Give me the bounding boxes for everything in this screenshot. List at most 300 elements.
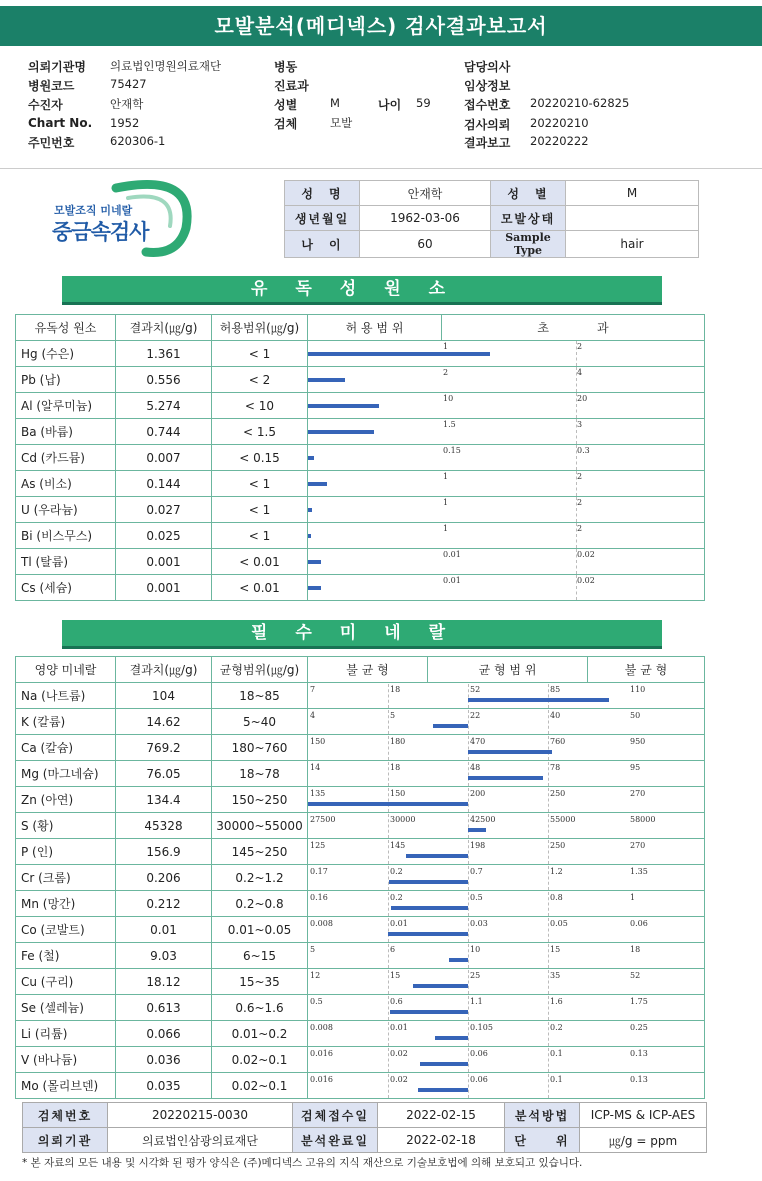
mineral-header-high: 불 균 형: [588, 657, 705, 683]
patient-hair-label: 모발상태: [491, 206, 566, 231]
mineral-gridline: [548, 710, 549, 734]
mineral-value-bar: [433, 724, 468, 728]
mineral-header-balanced: 균 형 범 위: [428, 657, 588, 683]
mineral-tick: 150: [310, 736, 326, 746]
mineral-gridline: [388, 762, 389, 786]
toxic-result: 0.025: [116, 523, 212, 549]
toxic-value-bar: [308, 430, 374, 434]
toxic-row: [16, 549, 705, 575]
toxic-bar-area: [308, 471, 704, 496]
mineral-range: 0.6~1.6: [212, 995, 308, 1021]
mineral-tick: 0.17: [310, 866, 328, 876]
mineral-bar-cell: [308, 813, 705, 839]
mineral-tick: 135: [310, 788, 326, 798]
mineral-tick: 0.02: [390, 1048, 408, 1058]
doctor-label: 담당의사: [464, 60, 511, 74]
mineral-tick: 40: [550, 710, 561, 720]
specimen-label: 검체: [274, 117, 298, 131]
mineral-tick: 78: [550, 762, 561, 772]
mineral-gridline: [388, 892, 389, 916]
mineral-tick: 110: [630, 684, 646, 694]
mineral-gridline: [548, 944, 549, 968]
mineral-row: [16, 839, 705, 865]
logo-small-text: 모발조직 미네랄: [54, 204, 133, 217]
mineral-result: 76.05: [116, 761, 212, 787]
mineral-gridline: [468, 1074, 469, 1098]
mineral-element-name: K (칼륨): [16, 709, 116, 735]
mineral-gridline: [548, 736, 549, 760]
mineral-header-result: 결과치(㎍/g): [116, 657, 212, 683]
toxic-result: 0.744: [116, 419, 212, 445]
toxic-element-name: Cd (카드뮴): [16, 445, 116, 471]
mineral-element-name: Co (코발트): [16, 917, 116, 943]
mineral-tick: 0.7: [470, 866, 483, 876]
toxic-row: [16, 367, 705, 393]
mineral-tick: 270: [630, 788, 646, 798]
mineral-tick: 250: [550, 840, 566, 850]
mineral-tick: 0.2: [550, 1022, 563, 1032]
mineral-tick: 0.016: [310, 1074, 333, 1084]
mineral-result: 45328: [116, 813, 212, 839]
toxic-bar-cell: [308, 393, 705, 419]
mineral-row: [16, 969, 705, 995]
mineral-bar-cell: [308, 891, 705, 917]
patient-age-value: 60: [360, 231, 491, 258]
mineral-gridline: [548, 788, 549, 812]
mineral-row: [16, 683, 705, 709]
mineral-element-name: V (바나듐): [16, 1047, 116, 1073]
mineral-range: 150~250: [212, 787, 308, 813]
toxic-element-name: Ba (바륨): [16, 419, 116, 445]
toxic-row: [16, 523, 705, 549]
mineral-row: [16, 1021, 705, 1047]
mineral-element-name: Fe (철): [16, 943, 116, 969]
mineral-tick: 198: [470, 840, 486, 850]
mineral-tick: 0.06: [470, 1074, 488, 1084]
toxic-tick-2: 2: [577, 498, 583, 507]
mineral-banner: 필수미네랄: [62, 620, 662, 649]
mineral-bar-area: [308, 736, 704, 760]
hospital-code-label: 병원코드: [28, 79, 75, 93]
toxic-bar-area: [308, 549, 704, 574]
mineral-bar-cell: [308, 865, 705, 891]
mineral-tick: 58000: [630, 814, 656, 824]
mineral-tick: 10: [470, 944, 481, 954]
mineral-result: 0.066: [116, 1021, 212, 1047]
inst-value: 의료법인삼광의료재단: [108, 1128, 293, 1153]
mineral-tick: 0.8: [550, 892, 563, 902]
toxic-row: [16, 575, 705, 601]
mineral-element-name: Cu (구리): [16, 969, 116, 995]
mineral-gridline: [548, 892, 549, 916]
sex-value: M: [330, 96, 340, 110]
toxic-value-bar: [308, 586, 321, 590]
mineral-tick: 0.16: [310, 892, 328, 902]
patient-name-label: 성 명: [285, 181, 360, 206]
mineral-bar-area: [308, 840, 704, 864]
mineral-range: 0.02~0.1: [212, 1047, 308, 1073]
mineral-result: 769.2: [116, 735, 212, 761]
inst-label: 의뢰기관: [23, 1128, 108, 1153]
mineral-element-name: Se (셀레늄): [16, 995, 116, 1021]
copyright-note: * 본 자료의 모든 내용 및 시각화 된 평가 양식은 (주)메디넥스 고유의 지식 재산으로 기술보호법에 의해 보호되고 있습니다.: [22, 1157, 583, 1169]
toxic-result: 0.144: [116, 471, 212, 497]
mineral-tick: 0.03: [470, 918, 488, 928]
mineral-row: [16, 917, 705, 943]
mineral-gridline: [468, 762, 469, 786]
mineral-gridline: [468, 1022, 469, 1046]
mineral-bar-area: [308, 1074, 704, 1098]
mineral-row: [16, 1073, 705, 1099]
mineral-gridline: [388, 1074, 389, 1098]
toxic-header-range: 허용범위(㎍/g): [212, 315, 308, 341]
mineral-element-name: Zn (아연): [16, 787, 116, 813]
mineral-value-bar: [468, 828, 486, 832]
toxic-header-result: 결과치(㎍/g): [116, 315, 212, 341]
mineral-gridline: [388, 1048, 389, 1072]
toxic-row: [16, 419, 705, 445]
mineral-gridline: [468, 840, 469, 864]
mineral-bar-cell: [308, 839, 705, 865]
mineral-tick: 0.01: [390, 1022, 408, 1032]
specimen-value: 모발: [330, 116, 353, 130]
clinical-label: 임상정보: [464, 79, 511, 93]
mineral-tick: 0.06: [630, 918, 648, 928]
toxic-header-element: 유독성 원소: [16, 315, 116, 341]
mineral-tick: 95: [630, 762, 641, 772]
mineral-result: 14.62: [116, 709, 212, 735]
toxic-range: < 0.01: [212, 575, 308, 601]
toxic-bar-area: [308, 575, 704, 600]
mineral-row: [16, 735, 705, 761]
toxic-tick-2: 0.02: [577, 550, 595, 559]
mineral-bar-area: [308, 1022, 704, 1046]
mineral-bar-area: [308, 996, 704, 1020]
mineral-value-bar: [406, 854, 468, 858]
mineral-tick: 0.1: [550, 1074, 563, 1084]
mineral-row: [16, 787, 705, 813]
mineral-range: 18~85: [212, 683, 308, 709]
mineral-tick: 1: [630, 892, 636, 902]
mineral-range: 145~250: [212, 839, 308, 865]
mineral-result: 104: [116, 683, 212, 709]
mineral-gridline: [468, 736, 469, 760]
patient-sex-label: 성 별: [491, 181, 566, 206]
mineral-bar-cell: [308, 1021, 705, 1047]
mineral-gridline: [388, 684, 389, 708]
mineral-bar-cell: [308, 995, 705, 1021]
mineral-tick: 5: [310, 944, 316, 954]
toxic-bar-area: [308, 445, 704, 470]
patient-dob-label: 생년월일: [285, 206, 360, 231]
mineral-tick: 470: [470, 736, 486, 746]
toxic-row: [16, 471, 705, 497]
mineral-tick: 50: [630, 710, 641, 720]
mineral-value-bar: [435, 1036, 468, 1040]
mineral-range: 0.02~0.1: [212, 1073, 308, 1099]
mineral-gridline: [548, 814, 549, 838]
mineral-gridline: [388, 918, 389, 942]
request-value: 20220210: [530, 116, 589, 130]
mineral-gridline: [548, 970, 549, 994]
mineral-tick: 0.13: [630, 1048, 648, 1058]
mineral-element-name: S (황): [16, 813, 116, 839]
toxic-tick-2: 2: [577, 342, 583, 351]
report-value: 20220222: [530, 134, 589, 148]
mineral-gridline: [548, 1074, 549, 1098]
mineral-tick: 15: [390, 970, 401, 980]
toxic-row: [16, 445, 705, 471]
mineral-element-name: Mg (마그네슘): [16, 761, 116, 787]
recipient-value: 안재학: [110, 97, 144, 111]
toxic-result: 0.027: [116, 497, 212, 523]
mineral-tick: 0.2: [390, 892, 403, 902]
ward-label: 병동: [274, 60, 298, 74]
mineral-tick: 125: [310, 840, 326, 850]
toxic-tick-1: 10: [443, 394, 454, 403]
toxic-bar-area: [308, 367, 704, 392]
mineral-range: 18~78: [212, 761, 308, 787]
mineral-gridline: [548, 840, 549, 864]
mineral-tick: 180: [390, 736, 406, 746]
mineral-gridline: [388, 1022, 389, 1046]
toxic-element-name: Tl (탈륨): [16, 549, 116, 575]
mineral-bar-cell: [308, 761, 705, 787]
patient-dob-value: 1962-03-06: [360, 206, 491, 231]
mineral-tick: 0.13: [630, 1074, 648, 1084]
sex-label: 성별: [274, 98, 298, 112]
mineral-bar-area: [308, 710, 704, 734]
mineral-tick: 7: [310, 684, 316, 694]
mineral-gridline: [468, 918, 469, 942]
mineral-element-name: Ca (칼슘): [16, 735, 116, 761]
toxic-row: [16, 497, 705, 523]
receipt-date-value: 2022-02-15: [378, 1103, 505, 1128]
test-no-label: 검체번호: [23, 1103, 108, 1128]
toxic-bar-area: [308, 341, 704, 366]
unit-value: ㎍/g = ppm: [580, 1128, 707, 1153]
mineral-tick: 150: [390, 788, 406, 798]
mineral-range: 0.01~0.05: [212, 917, 308, 943]
toxic-header-row: [16, 315, 705, 341]
mineral-tick: 0.06: [470, 1048, 488, 1058]
toxic-tick-1: 1: [443, 524, 449, 533]
mineral-bar-area: [308, 866, 704, 890]
toxic-bar-cell: [308, 497, 705, 523]
mineral-gridline: [548, 866, 549, 890]
mineral-gridline: [388, 814, 389, 838]
mineral-range: 0.2~0.8: [212, 891, 308, 917]
mineral-row: [16, 865, 705, 891]
chart-no-label: Chart No.: [28, 116, 93, 130]
toxic-tick-2: 4: [577, 368, 583, 377]
patient-sex-value: M: [566, 181, 699, 206]
mineral-tick: 35: [550, 970, 561, 980]
mineral-element-name: P (인): [16, 839, 116, 865]
report-label: 결과보고: [464, 136, 511, 150]
mineral-row: [16, 995, 705, 1021]
logo: [46, 178, 246, 258]
toxic-range: < 1: [212, 523, 308, 549]
toxic-element-name: Cs (세슘): [16, 575, 116, 601]
toxic-result: 0.001: [116, 549, 212, 575]
mineral-tick: 0.25: [630, 1022, 648, 1032]
request-label: 검사의뢰: [464, 118, 511, 132]
age-value: 59: [416, 96, 431, 110]
toxic-element-name: Al (알루미늄): [16, 393, 116, 419]
mineral-value-bar: [468, 698, 609, 702]
mineral-bar-cell: [308, 709, 705, 735]
patient-name-value: 안재학: [360, 181, 491, 206]
mineral-tick: 0.02: [390, 1074, 408, 1084]
mineral-range: 30000~55000: [212, 813, 308, 839]
toxic-range: < 0.01: [212, 549, 308, 575]
mineral-tick: 85: [550, 684, 561, 694]
toxic-range: < 1.5: [212, 419, 308, 445]
logo-big-text: 중금속검사: [52, 220, 149, 244]
mineral-value-bar: [413, 984, 468, 988]
patient-age-label: 나 이: [285, 231, 360, 258]
mineral-element-name: Mn (망간): [16, 891, 116, 917]
mineral-bar-area: [308, 918, 704, 942]
mineral-gridline: [468, 1048, 469, 1072]
mineral-bar-cell: [308, 1073, 705, 1099]
toxic-range: < 2: [212, 367, 308, 393]
mineral-range: 5~40: [212, 709, 308, 735]
mineral-row: [16, 813, 705, 839]
mineral-table: [15, 656, 705, 1099]
mineral-gridline: [468, 996, 469, 1020]
mineral-gridline: [548, 762, 549, 786]
mineral-value-bar: [389, 880, 468, 884]
mineral-gridline: [468, 970, 469, 994]
id-no-label: 주민번호: [28, 136, 75, 150]
mineral-bar-area: [308, 788, 704, 812]
mineral-tick: 0.2: [390, 866, 403, 876]
toxic-tick-1: 1.5: [443, 420, 456, 429]
mineral-tick: 250: [550, 788, 566, 798]
mineral-gridline: [388, 996, 389, 1020]
header-divider: [0, 168, 762, 169]
mineral-gridline: [548, 1022, 549, 1046]
mineral-tick: 18: [390, 762, 401, 772]
patient-sample-label: Sample Type: [491, 231, 566, 258]
mineral-gridline: [468, 892, 469, 916]
mineral-tick: 18: [630, 944, 641, 954]
mineral-tick: 1.75: [630, 996, 648, 1006]
toxic-tick-2: 2: [577, 524, 583, 533]
receipt-value: 20220210-62825: [530, 96, 630, 110]
mineral-tick: 0.5: [470, 892, 483, 902]
mineral-result: 0.035: [116, 1073, 212, 1099]
patient-info-table: [284, 180, 699, 258]
mineral-gridline: [388, 736, 389, 760]
mineral-gridline: [468, 866, 469, 890]
mineral-tick: 0.1: [550, 1048, 563, 1058]
toxic-tick-1: 0.01: [443, 550, 461, 559]
mineral-tick: 0.008: [310, 1022, 333, 1032]
mineral-tick: 18: [390, 684, 401, 694]
id-no-value: 620306-1: [110, 134, 166, 148]
mineral-result: 134.4: [116, 787, 212, 813]
mineral-gridline: [468, 944, 469, 968]
test-no-value: 20220215-0030: [108, 1103, 293, 1128]
toxic-value-bar: [308, 508, 312, 512]
toxic-bar-cell: [308, 445, 705, 471]
toxic-bar-area: [308, 497, 704, 522]
mineral-tick: 0.6: [390, 996, 403, 1006]
toxic-bar-area: [308, 523, 704, 548]
toxic-bar-cell: [308, 471, 705, 497]
toxic-bar-cell: [308, 523, 705, 549]
toxic-bar-cell: [308, 549, 705, 575]
mineral-tick: 15: [550, 944, 561, 954]
mineral-value-bar: [390, 1010, 468, 1014]
mineral-tick: 0.016: [310, 1048, 333, 1058]
institution-value: 의료법인명원의료재단: [110, 59, 222, 73]
toxic-value-bar: [308, 404, 379, 408]
mineral-tick: 5: [390, 710, 396, 720]
mineral-row: [16, 891, 705, 917]
toxic-tick-1: 2: [443, 368, 449, 377]
mineral-element-name: Na (나트륨): [16, 683, 116, 709]
mineral-tick: 42500: [470, 814, 496, 824]
toxic-header-allowed: 허 용 범 위: [308, 315, 442, 341]
mineral-tick: 14: [310, 762, 321, 772]
done-label: 분석완료일: [293, 1128, 378, 1153]
mineral-gridline: [548, 996, 549, 1020]
mineral-range: 15~35: [212, 969, 308, 995]
mineral-value-bar: [308, 802, 468, 806]
mineral-row: [16, 709, 705, 735]
mineral-result: 0.01: [116, 917, 212, 943]
mineral-value-bar: [468, 776, 543, 780]
mineral-bar-cell: [308, 787, 705, 813]
mineral-bar-area: [308, 684, 704, 708]
mineral-tick: 950: [630, 736, 646, 746]
mineral-tick: 145: [390, 840, 406, 850]
toxic-tick-1: 0.15: [443, 446, 461, 455]
recipient-label: 수진자: [28, 98, 63, 112]
toxic-element-name: As (비소): [16, 471, 116, 497]
toxic-value-bar: [308, 482, 327, 486]
toxic-bar-cell: [308, 419, 705, 445]
age-label: 나이: [378, 98, 402, 112]
mineral-bar-cell: [308, 735, 705, 761]
mineral-bar-cell: [308, 1047, 705, 1073]
toxic-bar-area: [308, 393, 704, 418]
mineral-tick: 0.05: [550, 918, 568, 928]
institution-label: 의뢰기관명: [28, 60, 86, 74]
mineral-header-range: 균형범위(㎍/g): [212, 657, 308, 683]
report-header: [0, 54, 762, 154]
mineral-result: 9.03: [116, 943, 212, 969]
mineral-value-bar: [418, 1088, 468, 1092]
toxic-result: 0.001: [116, 575, 212, 601]
mineral-tick: 4: [310, 710, 316, 720]
toxic-element-name: Hg (수은): [16, 341, 116, 367]
mineral-tick: 0.01: [390, 918, 408, 928]
mineral-tick: 52: [630, 970, 641, 980]
mineral-header-row: [16, 657, 705, 683]
toxic-range: < 10: [212, 393, 308, 419]
toxic-value-bar: [308, 560, 321, 564]
toxic-element-name: Bi (비스무스): [16, 523, 116, 549]
mineral-bar-cell: [308, 917, 705, 943]
mineral-element-name: Cr (크롬): [16, 865, 116, 891]
mineral-bar-cell: [308, 683, 705, 709]
toxic-header-exceeded: 초 과: [442, 315, 705, 341]
